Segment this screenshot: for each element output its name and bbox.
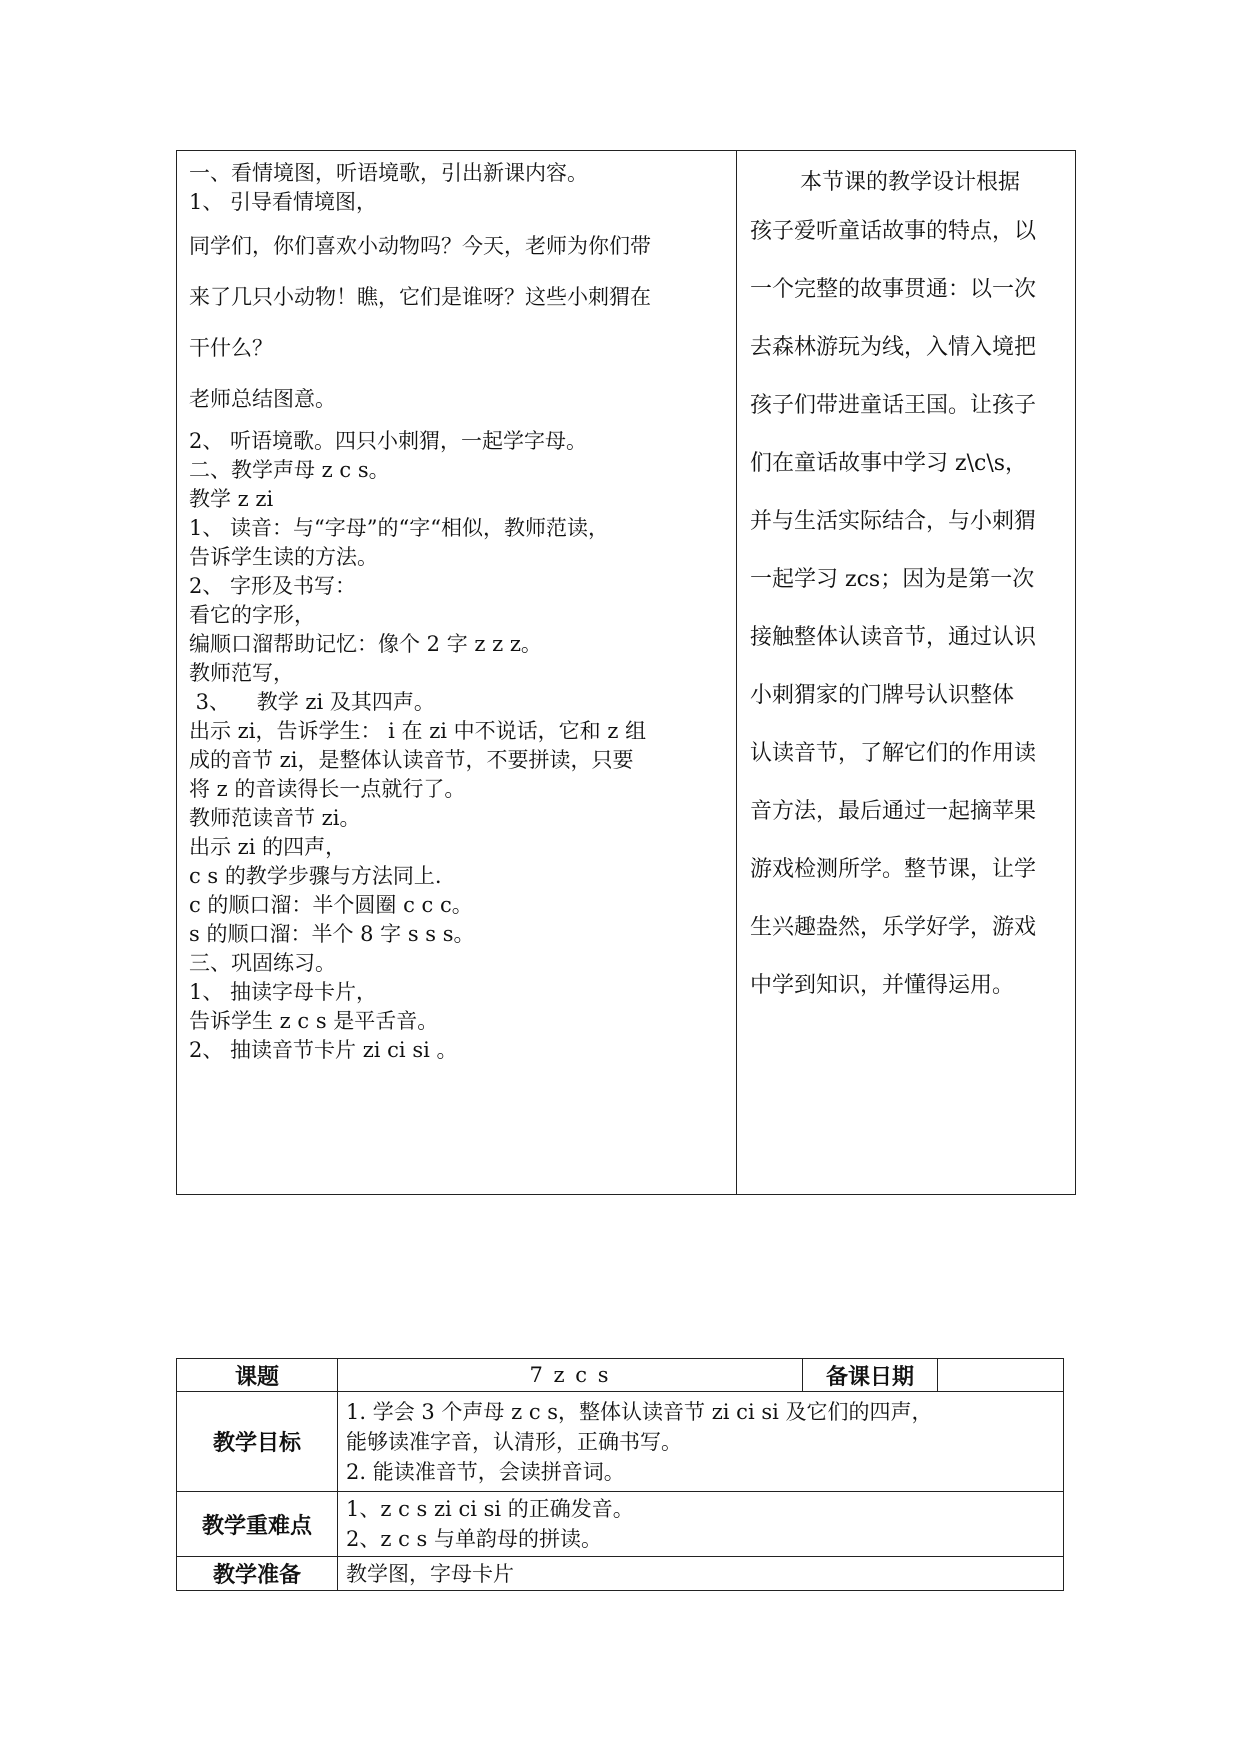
- goal-line: 2. 能读准音节，会读拼音词。: [346, 1459, 625, 1484]
- teaching-steps-cell: [177, 151, 737, 1194]
- step-line: 2、 字形及书写：: [189, 574, 357, 598]
- step-line: 1、 读音：与“字母”的“字“相似，教师范读，: [189, 516, 609, 540]
- rationale-line: 一起学习 zcs；因为是第一次: [750, 567, 1035, 592]
- step-line: 老师总结图意。: [189, 387, 336, 411]
- goal-line: 1. 学会 3 个声母 z c s，整体认读音节 zi ci si 及它们的四声，: [346, 1399, 933, 1424]
- rationale-line: 小刺猬家的门牌号认识整体: [750, 683, 1015, 708]
- key-points-cell: [338, 1492, 1064, 1557]
- rationale-line: 接触整体认读音节，通过认识: [750, 625, 1037, 650]
- step-line: 教学 z zi: [189, 487, 274, 511]
- key-point-line: 1、z c s zi ci si 的正确发音。: [346, 1497, 634, 1521]
- step-line: 二、教学声母 z c s。: [189, 458, 390, 482]
- step-line: c 的顺口溜：半个圆圈 c c c。: [189, 893, 473, 917]
- key-point-line: 2、z c s 与单韵母的拼读。: [346, 1527, 602, 1551]
- lesson-info-table: [176, 1358, 1064, 1591]
- step-line: 出示 zi 的四声，: [189, 835, 347, 859]
- step-line: 教师范读音节 zi。: [189, 806, 361, 830]
- rationale-line: 游戏检测所学。整节课，让学: [750, 857, 1037, 882]
- rationale-line: 去森林游玩为线，入情入境把: [750, 335, 1037, 360]
- key-points-label: 教学重难点: [177, 1492, 338, 1557]
- step-line: 出示 zi，告诉学生： i 在 zi 中不说话，它和 z 组: [189, 719, 647, 743]
- step-line: 一、看情境图，听语境歌，引出新课内容。: [189, 161, 588, 185]
- rationale-line: 们在童话故事中学习 z\c\s，: [750, 451, 1028, 476]
- goals-label: 教学目标: [177, 1392, 338, 1492]
- goals-cell: [338, 1392, 1064, 1492]
- step-line: 同学们，你们喜欢小动物吗？今天，老师为你们带: [189, 234, 651, 258]
- step-line: c s 的教学步骤与方法同上.: [189, 864, 442, 888]
- rationale-line: 孩子爱听童话故事的特点，以: [750, 219, 1037, 244]
- rationale-line: 并与生活实际结合，与小刺猬: [750, 509, 1037, 534]
- step-line: 2、 抽读音节卡片 zi ci si 。: [189, 1038, 458, 1062]
- step-line: 告诉学生 z c s 是平舌音。: [189, 1009, 439, 1033]
- goal-line: 能够读准字音，认清形，正确书写。: [346, 1429, 682, 1454]
- topic-value: 7 z c s: [338, 1359, 803, 1392]
- step-line: 3、 教学 zi 及其四声。: [189, 690, 435, 714]
- rationale-line: 中学到知识，并懂得运用。: [750, 973, 1015, 998]
- rationale-line: 孩子们带进童话王国。让孩子: [750, 393, 1037, 418]
- prep-date-value: [938, 1359, 1064, 1392]
- step-line: 看它的字形，: [189, 603, 315, 627]
- rationale-line: 一个完整的故事贯通：以一次: [750, 277, 1037, 302]
- design-rationale-cell: [737, 151, 1075, 1194]
- step-line: 干什么？: [189, 336, 273, 360]
- topic-label: 课题: [177, 1359, 338, 1392]
- step-line: 成的音节 zi，是整体认读音节，不要拼读，只要: [189, 748, 634, 772]
- step-line: 来了几只小动物！瞧，它们是谁呀？这些小刺猬在: [189, 285, 651, 309]
- step-line: 1、 引导看情境图，: [189, 190, 378, 214]
- prep-label: 教学准备: [177, 1557, 338, 1591]
- rationale-line: 认读音节，了解它们的作用读: [750, 741, 1037, 766]
- rationale-line: 音方法，最后通过一起摘苹果: [750, 799, 1037, 824]
- step-line: 教师范写，: [189, 661, 294, 685]
- rationale-line: 生兴趣盎然，乐学好学，游戏: [750, 915, 1037, 940]
- step-line: s 的顺口溜：半个 8 字 s s s。: [189, 922, 475, 946]
- teaching-process-table: [176, 150, 1076, 1195]
- step-line: 告诉学生读的方法。: [189, 545, 378, 569]
- step-line: 2、 听语境歌。四只小刺猬，一起学字母。: [189, 429, 588, 453]
- step-line: 三、巩固练习。: [189, 951, 336, 975]
- step-line: 编顺口溜帮助记忆：像个 2 字 z z z。: [189, 632, 542, 656]
- prep-date-label: 备课日期: [803, 1359, 938, 1392]
- step-line: 1、 抽读字母卡片，: [189, 980, 378, 1004]
- prep-value: 教学图，字母卡片: [338, 1557, 1064, 1591]
- rationale-line: 本节课的教学设计根据: [800, 170, 1021, 195]
- step-line: 将 z 的音读得长一点就行了。: [189, 777, 466, 801]
